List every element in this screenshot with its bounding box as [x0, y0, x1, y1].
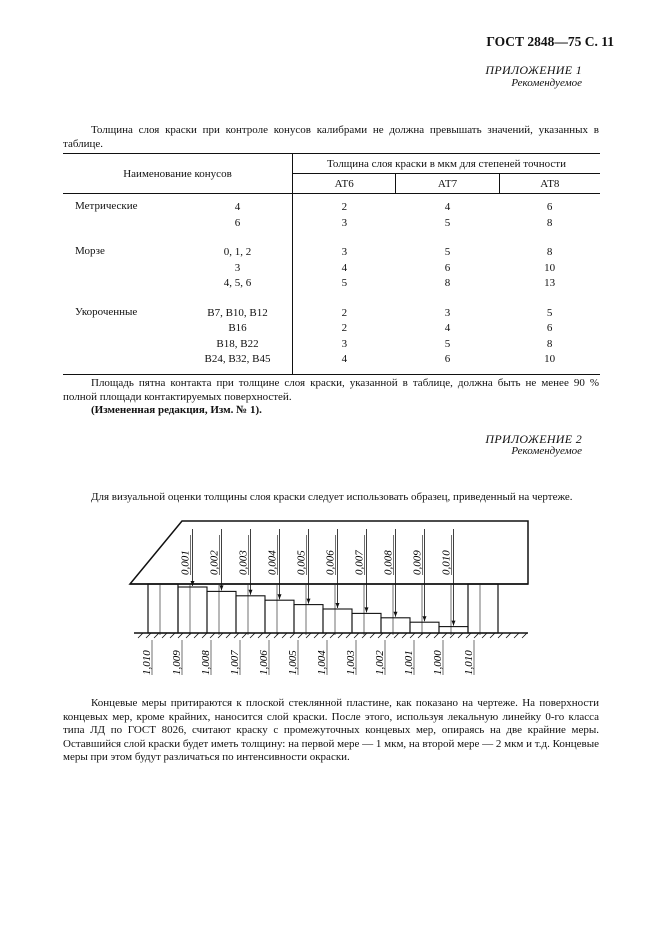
- gap-arrow: [307, 599, 311, 604]
- table-head-name: Наименование конусов: [63, 154, 293, 194]
- table-value: 4: [444, 322, 451, 334]
- table-value: 2: [341, 322, 348, 334]
- table-size-cell: [183, 194, 293, 240]
- table-size-cell: [183, 300, 293, 375]
- table-value: 13: [544, 277, 556, 289]
- table-size: В7, В10, В12: [207, 306, 268, 319]
- top-gap-label: 0,001: [179, 550, 192, 575]
- bottom-height-label: 1,010: [141, 650, 153, 675]
- table-size-cell: [183, 239, 293, 300]
- table-size: 3: [234, 261, 241, 274]
- bottom-height-label: 1,006: [258, 650, 270, 675]
- gap-arrow: [452, 621, 456, 626]
- appendix1-title: ПРИЛОЖЕНИЕ 1: [485, 63, 582, 77]
- table-value: 3: [444, 306, 451, 319]
- appendix1-note: Площадь пятна контакта при толщине слоя краски, указанной в таблице, должна быть не менее 90 % полной площади контактируемых поверхностей.: [63, 377, 599, 403]
- top-gap-label: 0,008: [382, 550, 395, 575]
- gauge-block: [381, 618, 410, 633]
- appendix2-subtitle: Рекомендуемое: [511, 445, 582, 457]
- table-group-name: Морзе: [75, 245, 105, 257]
- table-size: 6: [234, 216, 241, 229]
- gauge-block: [294, 605, 323, 633]
- gap-arrow: [220, 585, 224, 590]
- bottom-height-label: 1,000: [432, 650, 444, 675]
- gap-arrow: [278, 594, 282, 599]
- gap-arrow: [423, 616, 427, 621]
- table-size: В24, В32, В45: [204, 353, 271, 365]
- gauge-block: [439, 627, 468, 633]
- document-header: ГОСТ 2848—75 С. 11: [486, 34, 614, 49]
- table-group-name: Метрические: [75, 200, 138, 212]
- table-head-group: Толщина слоя краски в мкм для степеней точности: [293, 154, 601, 174]
- table-head-col-1: АТ6: [293, 174, 396, 194]
- table-head-col-3: АТ8: [499, 174, 600, 194]
- gap-arrow: [336, 603, 340, 608]
- amendment-note: (Измененная редакция, Изм. № 1).: [91, 404, 262, 416]
- top-gap-label: 0,010: [440, 550, 453, 575]
- table-value: 6: [444, 353, 451, 365]
- gauge-block: [207, 591, 236, 633]
- end-block-right: [468, 584, 498, 633]
- gap-arrow: [394, 612, 398, 617]
- top-gap-label: 0,009: [411, 550, 424, 575]
- table-value: 8: [444, 277, 451, 289]
- table-value-cell: [499, 194, 600, 240]
- top-gap-label: 0,002: [208, 550, 221, 575]
- table-value: 5: [444, 337, 451, 350]
- table-value: 4: [341, 353, 348, 365]
- table-value: 6: [444, 261, 451, 274]
- bottom-height-label: 1,010: [463, 650, 475, 675]
- bottom-height-label: 1,007: [229, 650, 241, 675]
- table-value-cell: [293, 194, 396, 240]
- table-value: 5: [444, 246, 451, 258]
- gauge-block: [410, 622, 439, 633]
- table-value: 10: [544, 353, 556, 365]
- table-value: 2: [341, 306, 348, 319]
- gauge-block: [352, 613, 381, 633]
- paint-thickness-table: [63, 153, 600, 375]
- top-gap-label: 0,004: [266, 550, 279, 575]
- end-block-left: [148, 584, 178, 633]
- table-value: 8: [546, 337, 553, 350]
- table-value-cell: [396, 300, 499, 375]
- gauge-block: [265, 600, 294, 633]
- gap-arrow: [365, 607, 369, 612]
- table-value: 2: [341, 201, 348, 213]
- table-size: В16: [228, 322, 247, 334]
- bottom-height-label: 1,009: [171, 650, 183, 675]
- appendix2-text: Концевые меры притираются к плоской стеклянной пластине, как показано на чертеже. На поверхности концевых мер, кроме крайних, наносится слой краски. После этого, используя лекальную линейку 0-го класса типа ЛД по ГОСТ 8026, считают краску с промежуточных концевых мер, опираясь на две крайние меры. Оставшийся слой краски будет иметь толщину: на первой мере — 1 мкм, на второй мере — 2 мкм и т.д. Концевые меры при этом будут различаться по интенсивности окраски.: [63, 697, 600, 763]
- gauge-block: [236, 596, 265, 633]
- bottom-height-label: 1,002: [374, 650, 386, 675]
- appendix2-title: ПРИЛОЖЕНИЕ 2: [485, 432, 582, 446]
- top-gap-label: 0,007: [353, 550, 366, 575]
- table-value: 8: [546, 246, 553, 258]
- top-gap-label: 0,005: [295, 550, 308, 575]
- table-value: 10: [544, 261, 556, 274]
- table-size: 4, 5, 6: [223, 277, 252, 289]
- bottom-height-label: 1,001: [403, 650, 415, 675]
- table-value-cell: [499, 239, 600, 300]
- appendix1-subtitle: Рекомендуемое: [511, 77, 582, 89]
- appendix2-intro: Для визуальной оценки толщины слоя краски следует использовать образец, приведенный на чертеже.: [91, 491, 573, 503]
- bottom-height-label: 1,005: [287, 650, 299, 675]
- table-value-cell: [293, 300, 396, 375]
- table-value: 4: [444, 201, 451, 213]
- top-gap-label: 0,003: [237, 550, 250, 575]
- table-value-cell: [396, 194, 499, 240]
- table-value-cell: [396, 239, 499, 300]
- table-value: 6: [546, 322, 553, 334]
- table-size: 0, 1, 2: [223, 246, 252, 258]
- gap-arrow: [249, 590, 253, 595]
- table-value-cell: [499, 300, 600, 375]
- table-value: 5: [444, 216, 451, 229]
- table-value: 8: [546, 216, 553, 229]
- table-value: 3: [341, 216, 348, 229]
- table-value: 6: [546, 201, 553, 213]
- gauge-block-drawing: [120, 515, 540, 685]
- bottom-height-label: 1,004: [316, 650, 328, 675]
- gauge-block: [178, 587, 207, 633]
- table-value: 5: [341, 277, 348, 289]
- table-size: 4: [234, 201, 241, 213]
- table-value: 4: [341, 261, 348, 274]
- bottom-height-label: 1,008: [200, 650, 212, 675]
- table-value: 5: [546, 306, 553, 319]
- table-head-col-2: АТ7: [396, 174, 499, 194]
- table-group-name: Укороченные: [63, 300, 183, 375]
- table-value: 3: [341, 337, 348, 350]
- table-value-cell: [293, 239, 396, 300]
- bottom-height-label: 1,003: [345, 650, 357, 675]
- top-gap-label: 0,006: [324, 550, 337, 575]
- table-value: 3: [341, 246, 348, 258]
- gauge-block: [323, 609, 352, 633]
- table-size: В18, В22: [216, 337, 259, 350]
- appendix1-intro: Толщина слоя краски при контроле конусов калибрами не должна превышать значений, указанных в таблице.: [63, 124, 599, 150]
